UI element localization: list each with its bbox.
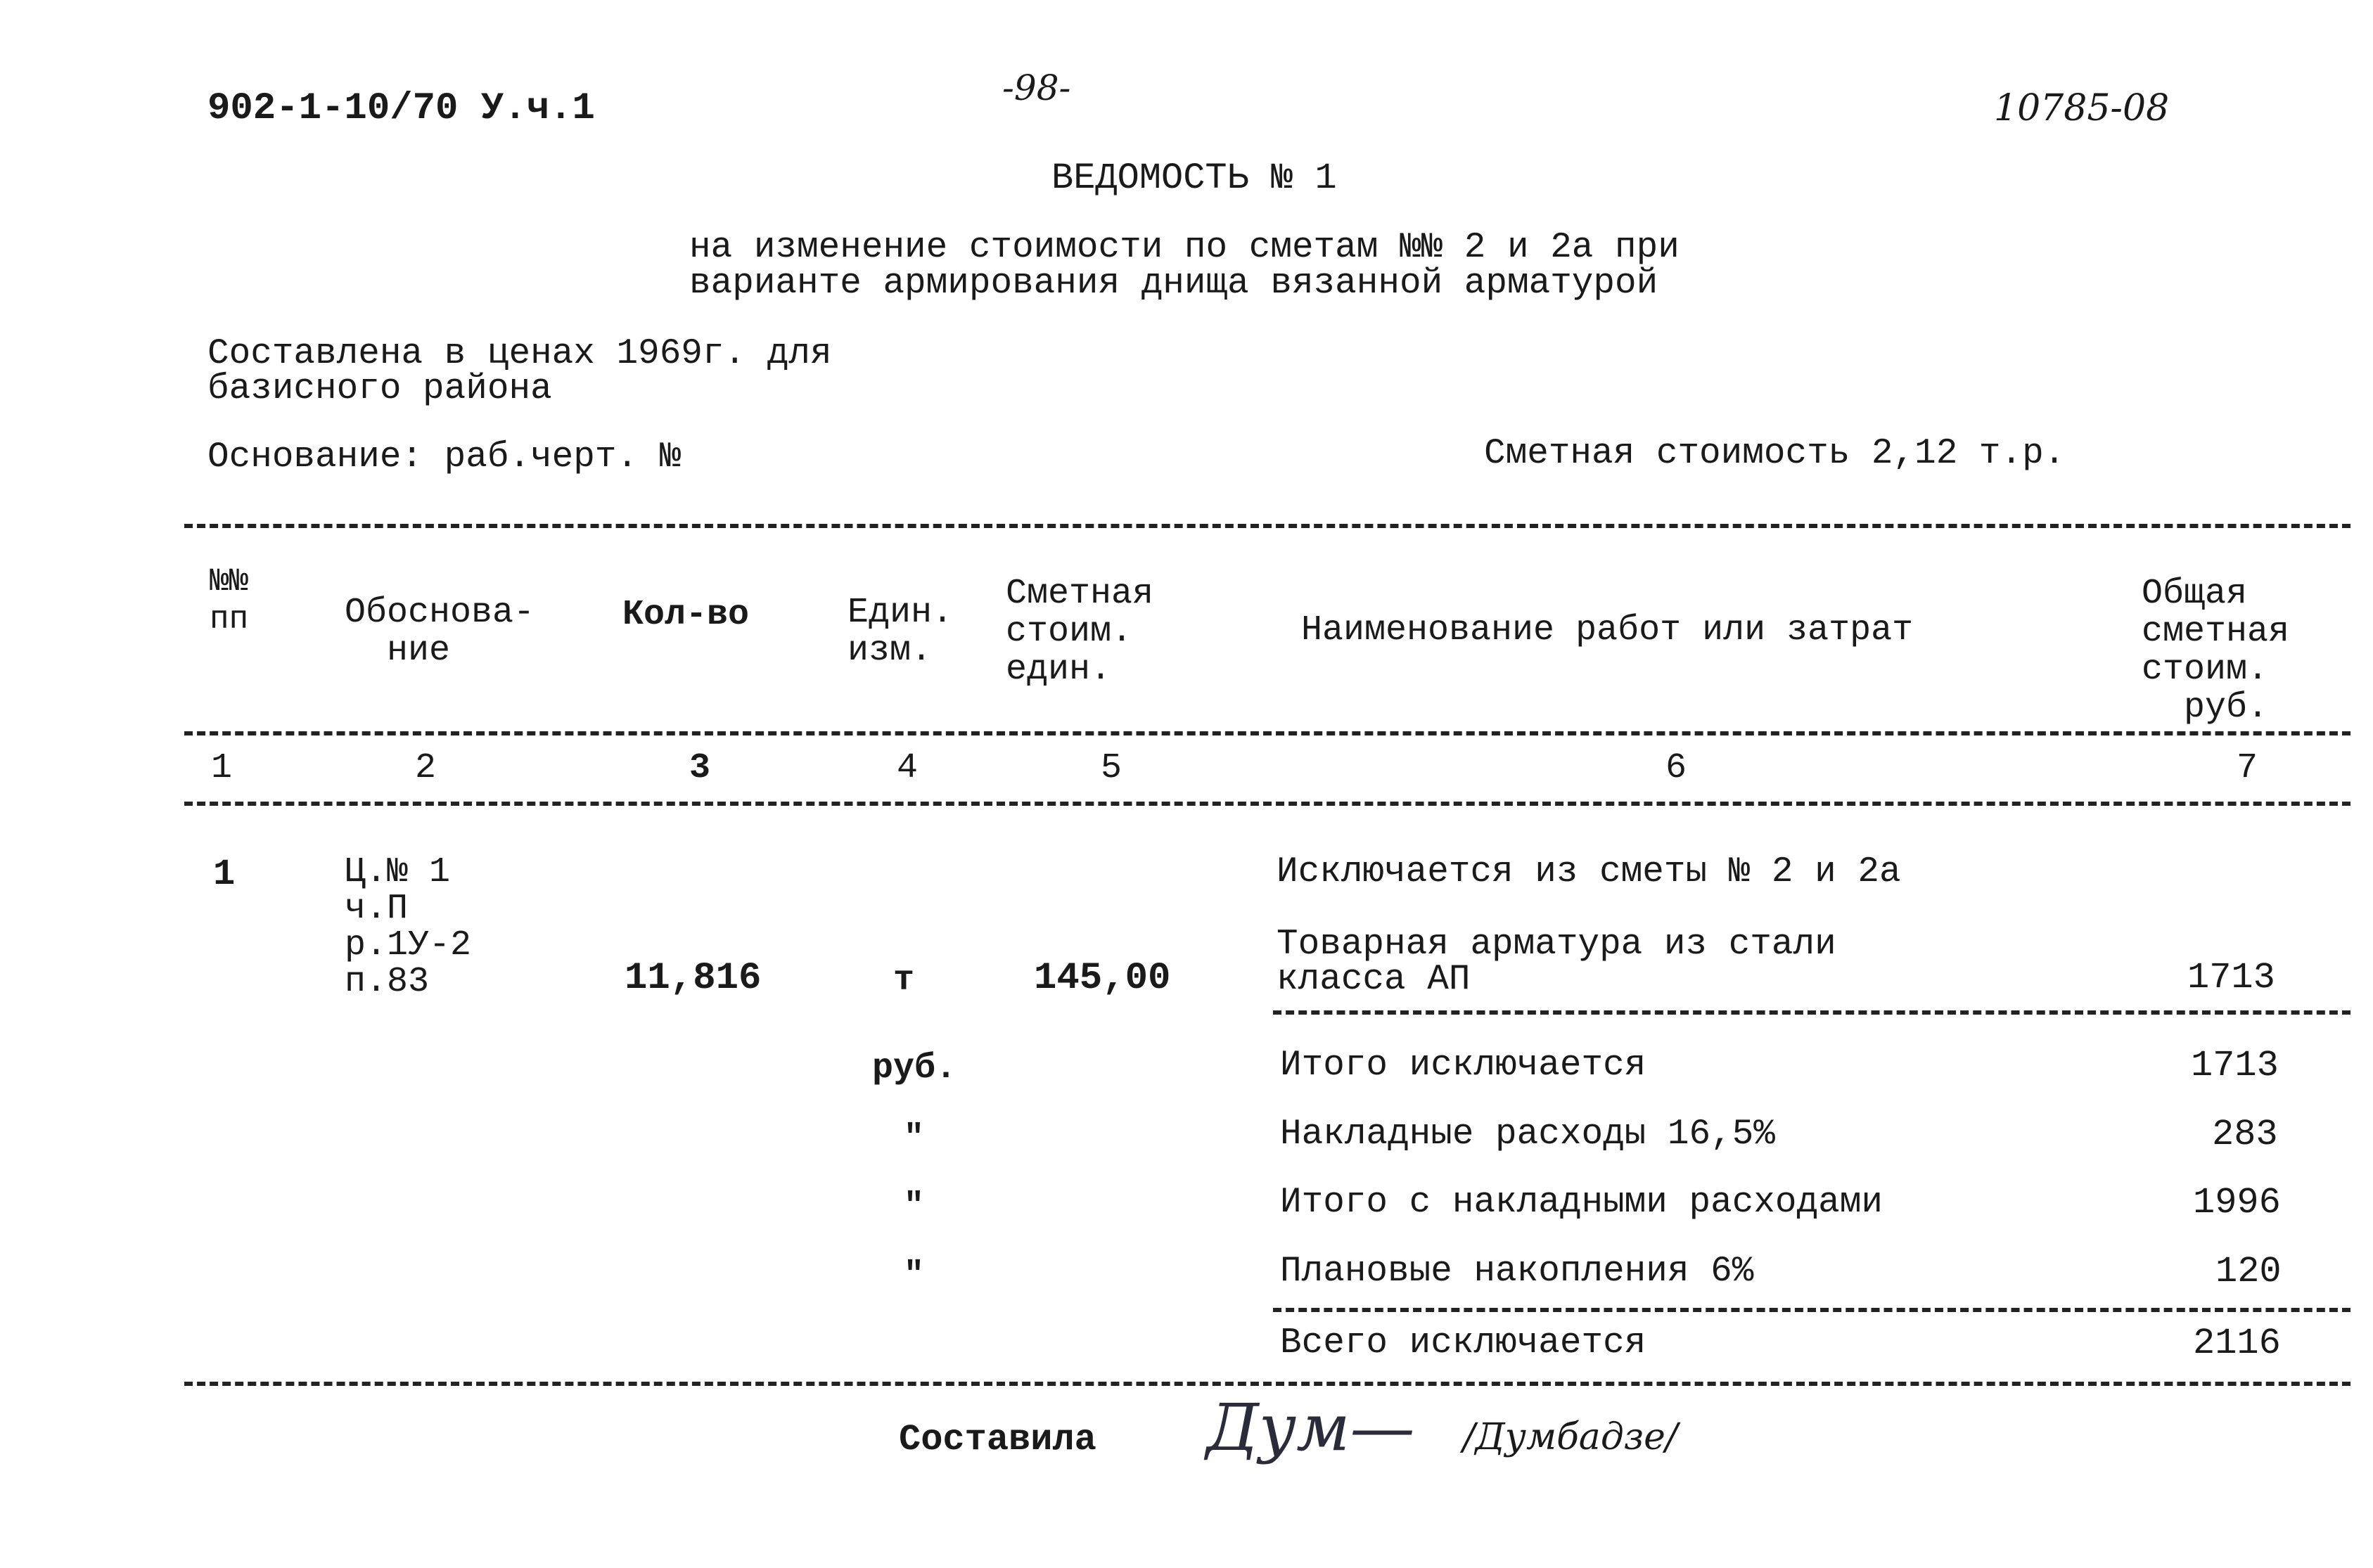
row-section-title: Исключается из сметы № 2 и 2а xyxy=(1277,852,1901,892)
col-header-unit-cost: Сметная стоим. един. xyxy=(1006,574,1154,690)
row-unit-cost: 145,00 xyxy=(1034,957,1171,1000)
compiler-name: /Думбадзе/ xyxy=(1463,1416,1678,1458)
basis-line: Основание: раб.черт. № xyxy=(207,437,682,477)
row-basis: Ц.№ 1 ч.П р.1У-2 п.83 xyxy=(345,852,472,1002)
summary-value: 283 xyxy=(2212,1114,2278,1155)
row-number: 1 xyxy=(213,854,236,895)
prices-note-line1: Составлена в ценах 1969г. для xyxy=(207,334,832,374)
summary-value: 1996 xyxy=(2193,1182,2281,1223)
estimate-cost: Сметная стоимость 2,12 т.р. xyxy=(1484,434,2066,474)
summary-value: 120 xyxy=(2215,1251,2282,1292)
statement-title: ВЕДОМОСТЬ № 1 xyxy=(1051,158,1337,199)
summary-name: Плановые накопления 6% xyxy=(1280,1252,1754,1292)
summary-name: Итого исключается xyxy=(1280,1046,1646,1086)
header-bottom-rule xyxy=(184,731,2350,735)
col-header-total: Общая сметная стоим. руб. xyxy=(2142,574,2290,728)
col-header-description: Наименование работ или затрат xyxy=(1301,610,1914,650)
row-total: 1713 xyxy=(2187,957,2275,998)
grand-total-value: 2116 xyxy=(2193,1323,2281,1364)
statement-subtitle-line1: на изменение стоимости по сметам №№ 2 и 2а при xyxy=(689,228,1680,268)
col-number-1: 1 xyxy=(211,748,233,788)
col-number-3: 3 xyxy=(689,748,711,788)
summary-value: 1713 xyxy=(2191,1045,2279,1086)
compiled-by-label: Составила xyxy=(899,1419,1096,1460)
statement-subtitle-line2: варианте армирования днища вязанной арматурой xyxy=(689,264,1658,304)
grand-total-name: Всего исключается xyxy=(1280,1323,1646,1363)
table-bottom-rule xyxy=(184,1382,2350,1386)
summary-unit: " xyxy=(904,1188,924,1226)
row-unit: т xyxy=(893,960,915,1001)
col-header-basis: Обоснова- ние xyxy=(345,593,535,671)
column-numbers-rule xyxy=(184,802,2350,806)
col-number-6: 6 xyxy=(1665,748,1687,788)
col-number-5: 5 xyxy=(1101,748,1122,788)
col-header-unit: Един. изм. xyxy=(848,593,954,671)
col-header-no: №№ пп xyxy=(210,563,249,638)
archive-number: 10785-08 xyxy=(1994,87,2170,129)
table-top-rule xyxy=(184,524,2350,528)
col-number-4: 4 xyxy=(897,748,919,788)
signature: Дум— xyxy=(1206,1390,1415,1465)
summary-unit: " xyxy=(904,1119,924,1157)
subtotal-rule xyxy=(1273,1308,2350,1312)
summary-name: Итого с накладными расходами xyxy=(1280,1183,1883,1223)
summary-unit: " xyxy=(904,1257,924,1294)
document-code: 902-1-10/70 У.ч.1 xyxy=(207,87,595,130)
row-item-line1: Товарная арматура из стали xyxy=(1277,925,1836,965)
summary-unit: руб. xyxy=(872,1048,957,1088)
row-quantity: 11,816 xyxy=(625,957,762,1000)
page-number: -98- xyxy=(1002,68,1071,108)
col-number-2: 2 xyxy=(415,748,437,788)
col-header-quantity: Кол-во xyxy=(622,595,750,635)
summary-name: Накладные расходы 16,5% xyxy=(1280,1114,1775,1155)
item-total-rule xyxy=(1273,1010,2350,1015)
row-item-line2: класса АП xyxy=(1277,960,1471,1000)
prices-note-line2: базисного района xyxy=(207,369,552,409)
col-number-7: 7 xyxy=(2237,748,2258,788)
